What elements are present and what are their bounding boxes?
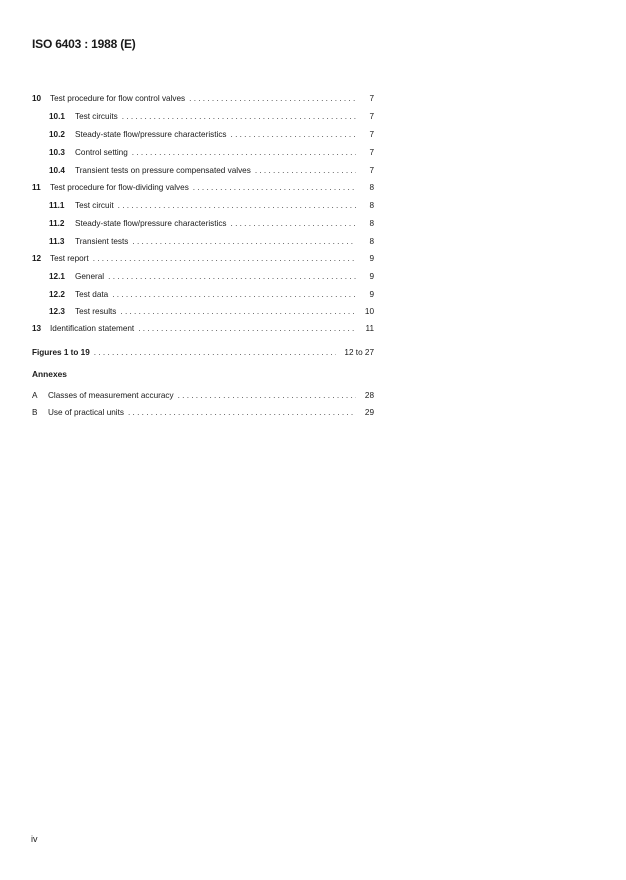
dot-leader — [108, 272, 356, 282]
toc-page: 10 — [364, 307, 374, 316]
toc-entry-12[interactable] — [32, 252, 374, 264]
dot-leader — [178, 391, 356, 401]
toc-page: 8 — [369, 219, 374, 228]
toc-title: Test circuit — [75, 201, 114, 210]
dot-leader — [93, 254, 356, 264]
toc-title: Figures 1 to 19 — [32, 348, 90, 357]
toc-number: 12 — [32, 254, 42, 263]
toc-entry-12-2[interactable] — [49, 288, 374, 300]
toc-page: 9 — [369, 290, 374, 299]
toc-number: 12.3 — [49, 307, 65, 316]
dot-leader — [231, 219, 356, 229]
toc-page: 8 — [369, 201, 374, 210]
dot-leader — [193, 183, 356, 193]
dot-leader — [138, 324, 356, 334]
dot-leader — [112, 290, 356, 300]
toc-title: Transient tests on pressure compensated valves — [75, 166, 251, 175]
dot-leader — [128, 408, 356, 418]
dot-leader — [132, 148, 356, 158]
toc-page: 12 to 27 — [344, 348, 374, 357]
toc-entry-12-1[interactable] — [49, 270, 374, 282]
toc-number: 12.2 — [49, 290, 65, 299]
toc-entry-figures[interactable] — [32, 346, 374, 358]
toc-number: 13 — [32, 324, 42, 333]
toc-title: Control setting — [75, 148, 128, 157]
toc-page: 11 — [365, 324, 374, 333]
toc-title: Steady-state flow/pressure characteristics — [75, 219, 227, 228]
toc-page: 8 — [369, 183, 374, 192]
toc-entry-11-3[interactable] — [49, 235, 374, 247]
toc-number: 11.3 — [49, 237, 65, 246]
toc-page: 7 — [369, 130, 374, 139]
annexes-heading: Annexes — [32, 369, 67, 379]
dot-leader — [122, 112, 356, 122]
toc-title: Test circuits — [75, 112, 118, 121]
toc-entry-10-4[interactable] — [49, 164, 374, 176]
toc-entry-10-2[interactable] — [49, 128, 374, 140]
toc-title: Steady-state flow/pressure characteristics — [75, 130, 227, 139]
toc-title: Transient tests — [75, 237, 129, 246]
toc-title: Classes of measurement accuracy — [48, 391, 174, 400]
toc-title: Test procedure for flow control valves — [50, 94, 186, 103]
toc-entry-12-3[interactable] — [49, 305, 374, 317]
toc-page: 9 — [369, 272, 374, 281]
page-number: iv — [31, 834, 38, 844]
toc-entry-13[interactable] — [32, 322, 374, 334]
document-header: ISO 6403 : 1988 (E) — [32, 37, 136, 51]
dot-leader — [120, 307, 356, 317]
toc-number: 11 — [32, 183, 41, 192]
toc-title: Test data — [75, 290, 109, 299]
dot-leader — [255, 166, 356, 176]
toc-page: 7 — [369, 112, 374, 121]
dot-leader — [94, 348, 336, 358]
toc-page: 7 — [369, 94, 374, 103]
toc-number: 10.4 — [49, 166, 65, 175]
toc-page: 9 — [369, 254, 374, 263]
toc-page: 7 — [369, 148, 374, 157]
toc-page: 28 — [364, 391, 374, 400]
toc-entry-10-1[interactable] — [49, 110, 374, 122]
toc-entry-11-1[interactable] — [49, 199, 374, 211]
toc-entry-10[interactable] — [32, 92, 374, 104]
toc-page: 8 — [369, 237, 374, 246]
toc-number: 11.1 — [49, 201, 65, 210]
toc-title: Test procedure for flow-dividing valves — [50, 183, 189, 192]
toc-page: 29 — [364, 408, 374, 417]
dot-leader — [189, 94, 356, 104]
toc-number: 11.2 — [49, 219, 65, 228]
toc-number: A — [32, 391, 38, 400]
toc-entry-11[interactable] — [32, 181, 374, 193]
toc-entry-11-2[interactable] — [49, 217, 374, 229]
toc-entry-10-3[interactable] — [49, 146, 374, 158]
toc-entry-annex-b[interactable] — [32, 406, 374, 418]
toc-title: Test results — [75, 307, 117, 316]
toc-title: General — [75, 272, 105, 281]
dot-leader — [231, 130, 356, 140]
dot-leader — [132, 237, 356, 247]
toc-number: 10.1 — [49, 112, 65, 121]
toc-entry-annex-a[interactable] — [32, 389, 374, 401]
toc-number: 10 — [32, 94, 42, 103]
toc-title: Identification statement — [50, 324, 135, 333]
toc-number: B — [32, 408, 38, 417]
toc-title: Use of practical units — [48, 408, 124, 417]
toc-title: Test report — [50, 254, 89, 263]
toc-number: 10.2 — [49, 130, 65, 139]
toc-number: 10.3 — [49, 148, 65, 157]
toc-number: 12.1 — [49, 272, 65, 281]
dot-leader — [118, 201, 356, 211]
toc-page: 7 — [369, 166, 374, 175]
